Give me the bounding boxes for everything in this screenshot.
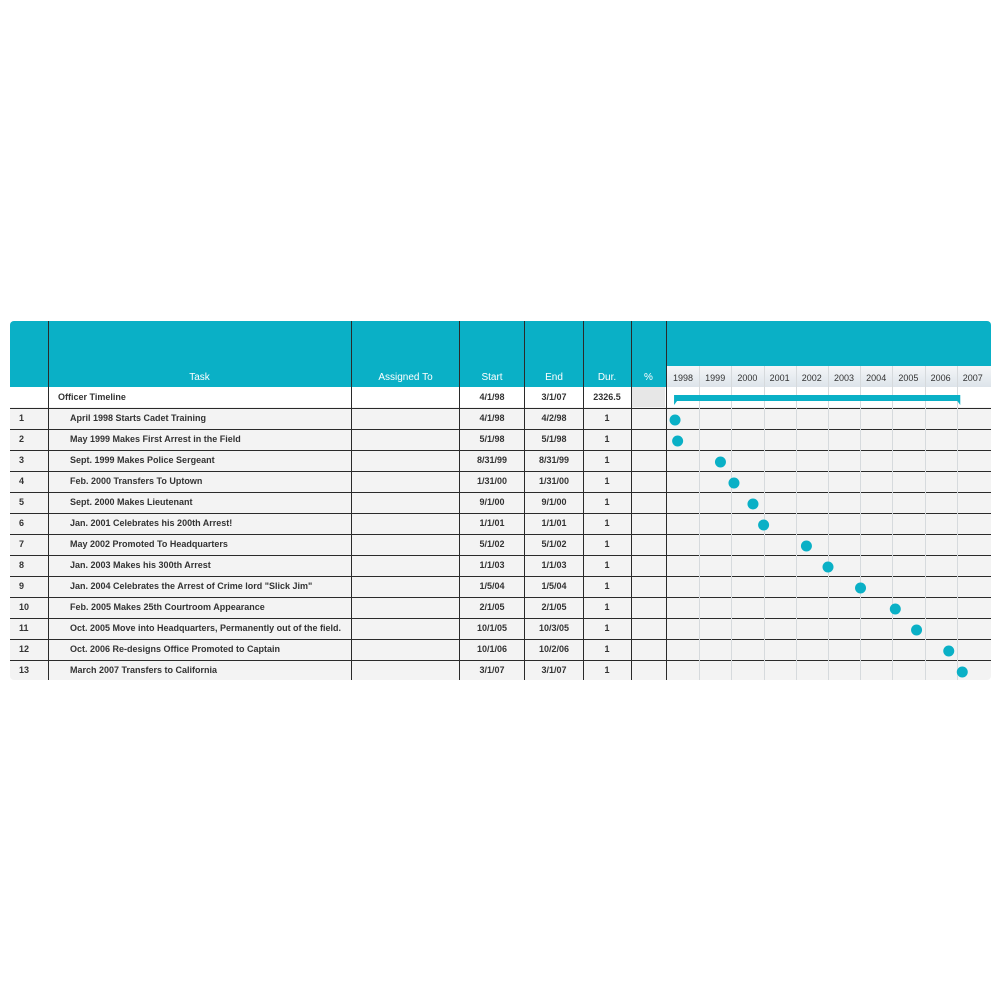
task-id: 7 [19,539,25,549]
year-label-2007: 2007 [962,373,983,383]
task-name: May 2002 Promoted To Headquarters [70,539,228,549]
task-duration: 1 [604,581,610,591]
milestone-marker-6[interactable] [758,520,769,531]
task-id: 4 [19,476,25,486]
task-end: 8/31/99 [538,455,570,465]
milestone-marker-7[interactable] [801,541,812,552]
year-label-2004: 2004 [866,373,887,383]
task-start: 9/1/00 [479,497,505,507]
task-end: 2/1/05 [541,602,567,612]
task-name: Jan. 2001 Celebrates his 200th Arrest! [70,518,233,528]
column-header-assigned-to[interactable]: Assigned To [378,372,433,383]
task-id: 2 [19,434,25,444]
task-end: 3/1/07 [541,665,567,675]
task-name: Oct. 2006 Re-designs Office Promoted to Captain [70,644,281,654]
task-duration: 1 [604,665,610,675]
summary-task-name: Officer Timeline [58,392,126,402]
task-name: March 2007 Transfers to California [70,665,218,675]
task-id: 11 [19,623,29,633]
task-duration: 1 [604,644,610,654]
task-end: 9/1/00 [541,497,567,507]
task-id: 9 [19,581,25,591]
task-start: 3/1/07 [479,665,505,675]
task-end: 1/31/00 [538,476,570,486]
task-start: 2/1/05 [479,602,505,612]
task-duration: 1 [604,476,610,486]
milestone-marker-2[interactable] [672,436,683,447]
task-duration: 1 [604,518,610,528]
task-name: Jan. 2004 Celebrates the Arrest of Crime lord "Slick Jim" [70,581,313,591]
task-end: 4/2/98 [541,413,567,423]
task-id: 8 [19,560,25,570]
timeline-plot [10,321,991,680]
task-duration: 1 [604,560,610,570]
task-end: 10/2/06 [538,644,570,654]
task-duration: 1 [604,434,610,444]
task-duration: 1 [604,455,610,465]
year-label-1999: 1999 [705,373,726,383]
task-start: 1/1/01 [479,518,505,528]
summary-duration: 2326.5 [593,392,621,402]
column-header-end[interactable]: End [545,372,563,383]
task-name: Feb. 2000 Transfers To Uptown [70,476,203,486]
task-end: 1/1/03 [541,560,567,570]
year-label-2005: 2005 [898,373,919,383]
year-label-2001: 2001 [769,373,790,383]
task-name: Sept. 2000 Makes Lieutenant [70,497,193,507]
task-id: 13 [19,665,30,675]
task-start: 1/5/04 [479,581,505,591]
milestone-marker-5[interactable] [747,499,758,510]
task-id: 5 [19,497,25,507]
milestone-marker-13[interactable] [957,667,968,678]
task-id: 6 [19,518,25,528]
year-label-2006: 2006 [930,373,951,383]
milestone-marker-8[interactable] [823,562,834,573]
task-start: 4/1/98 [479,413,505,423]
task-name: Feb. 2005 Makes 25th Courtroom Appearance [70,602,265,612]
column-header-task[interactable]: Task [189,372,210,383]
task-start: 5/1/98 [479,434,505,444]
task-start: 10/1/06 [476,644,508,654]
summary-end: 3/1/07 [541,392,567,402]
year-label-2002: 2002 [801,373,822,383]
task-end: 10/3/05 [538,623,570,633]
task-end: 1/1/01 [541,518,567,528]
task-start: 1/31/00 [476,476,508,486]
task-start: 1/1/03 [479,560,505,570]
task-id: 1 [19,413,25,423]
task-name: Sept. 1999 Makes Police Sergeant [70,455,215,465]
milestone-marker-4[interactable] [728,478,739,489]
task-id: 10 [19,602,30,612]
task-end: 5/1/98 [541,434,567,444]
summary-start: 4/1/98 [479,392,505,402]
year-label-2000: 2000 [737,373,758,383]
year-label-1998: 1998 [672,373,694,383]
milestone-marker-9[interactable] [855,583,866,594]
milestone-marker-1[interactable] [670,415,681,426]
task-duration: 1 [604,413,610,423]
column-header-start[interactable]: Start [481,372,503,383]
milestone-marker-3[interactable] [715,457,726,468]
task-end: 5/1/02 [541,539,567,549]
task-name: Jan. 2003 Makes his 300th Arrest [70,560,211,570]
column-header-duration[interactable]: Dur. [597,372,617,383]
column-header-percent[interactable]: % [644,372,653,383]
task-start: 8/31/99 [476,455,508,465]
milestone-marker-12[interactable] [943,646,954,657]
milestone-marker-10[interactable] [890,604,901,615]
task-name: April 1998 Starts Cadet Training [70,413,207,423]
year-label-2003: 2003 [833,373,855,383]
task-id: 12 [19,644,30,654]
task-id: 3 [19,455,25,465]
task-duration: 1 [604,539,610,549]
task-end: 1/5/04 [541,581,567,591]
task-duration: 1 [604,602,610,612]
task-name: May 1999 Makes First Arrest in the Field [70,434,241,444]
task-duration: 1 [604,623,610,633]
task-start: 5/1/02 [479,539,505,549]
gantt-chart [10,321,991,680]
task-start: 10/1/05 [476,623,508,633]
task-name: Oct. 2005 Move into Headquarters, Permanently out of the field. [70,623,342,633]
summary-bar[interactable] [674,395,960,405]
task-duration: 1 [604,497,610,507]
milestone-marker-11[interactable] [911,625,922,636]
